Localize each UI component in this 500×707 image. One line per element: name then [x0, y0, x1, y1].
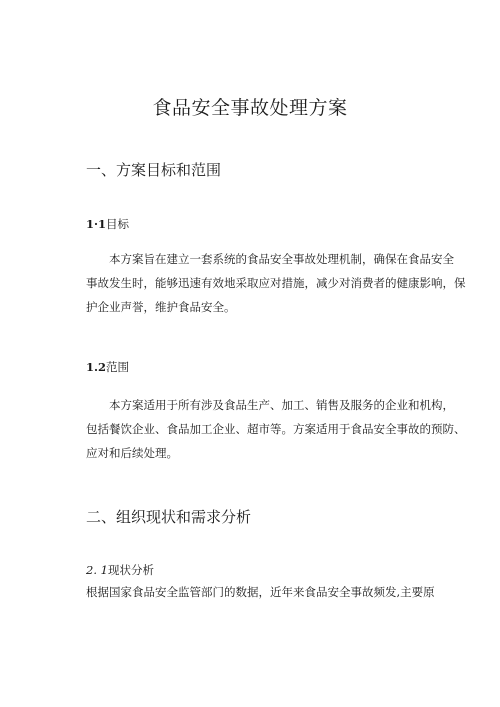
paragraph-line: 事故发生时，能够迅速有效地采取应对措施，减少对消费者的健康影响，保 [86, 276, 466, 290]
subsection-heading-2-1 [86, 562, 154, 578]
paragraph-line: 包括餐饮企业、食品加工企业、超市等。方案适用于食品安全事故的预防、 [86, 422, 466, 436]
paragraph-line: 应对和后续处理。 [86, 446, 178, 460]
paragraph-1-2 [86, 393, 466, 465]
paragraph-line: 护企业声誉，维护食品安全。 [86, 300, 236, 314]
subsection-number: 1.2 [86, 360, 107, 374]
document-title: 食品安全事故处理方案 [152, 97, 348, 119]
subsection-number: 1·1 [86, 217, 107, 231]
paragraph-line: 根据国家食品安全监管部门的数据，近年来食品安全事故频发,主要原 [86, 585, 435, 599]
paragraph-2-1 [86, 580, 442, 604]
subsection-label: 范围 [106, 360, 130, 374]
paragraph-line: 本方案旨在建立一套系统的食品安全事故处理机制，确保在食品安全 [109, 252, 454, 266]
paragraph-1-1 [86, 247, 466, 319]
subsection-number: 2. 1 [86, 563, 108, 577]
subsection-heading-1-1 [86, 216, 129, 232]
paragraph-line: 本方案适用于所有涉及食品生产、加工、销售及服务的企业和机构， [109, 398, 454, 412]
subsection-heading-1-2 [86, 359, 129, 375]
subsection-label: 目标 [106, 217, 130, 231]
subsection-label: 现状分析 [107, 563, 154, 577]
section-heading-1: 一、方案目标和范围 [86, 161, 222, 179]
section-heading-2: 二、组织现状和需求分析 [86, 508, 252, 526]
